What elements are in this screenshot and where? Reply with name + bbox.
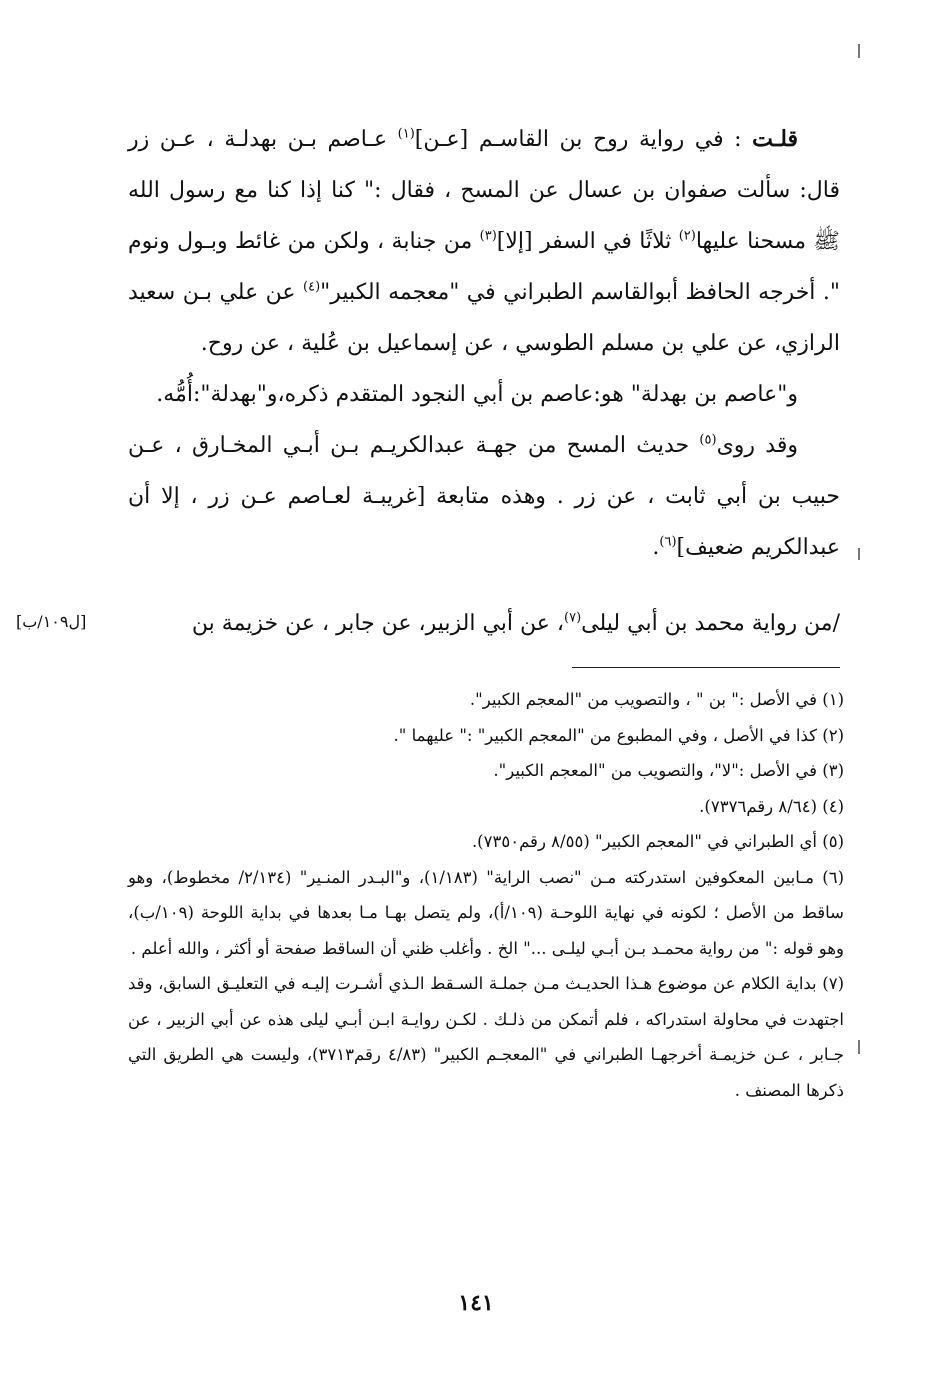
footnote-ref: (٤) (303, 279, 321, 295)
footnote-6: (٦) مـابين المعكوفين استدركته مـن "نصب الراية" (١/١٨٣)، و"البـدر المنـير" (٢/١٣٤/ مخطوط)، وهو ساقط من الأصل ؛ لكونه في نهاية اللوحـة (١٠٩/أ)، ولم يتصل بهـا مـا بعدها في بداية اللوحة (١٠٩/ب)، وهو قوله :" من رواية محمـد بـن أبـي ليلـى ..." الخ . وأغلب ظني أن الساقط صفحة أو أكثر ، والله أعلم . (128, 867, 845, 958)
lead-word: قلـت (752, 126, 799, 152)
footnote-ref: (٧) (564, 610, 582, 626)
footnote-ref: (٥) (699, 432, 717, 448)
paragraph-1: قلـت : في رواية روح بن القاسـم [عـن]$^{(١)}$ عـاصم بـن بهدلـة ، عـن زر قال: سألت صفوان بن عسال عن المسح ، فقال :" كنا إذا كنا مع رسول الله ﷺ مسحنا عليها$^{(٢)}$ ثلاثًا في السفر [إلا]$^{(٣)}$ من جنابة ، ولكن من غائط وبـول ونوم ". أخرجه الحافظ أبوالقاسم الطبراني في "معجمه الكبير"$^{(٤)}$ عن علي بـن سعيد الرازي، عن علي بن مسلم الطوسي ، عن إسماعيل بن عُلية ، عن روح. (128, 126, 840, 356)
main-text (128, 114, 840, 573)
footnote-3: (٣) في الأصل :"لا"، والتصويب من "المعجم الكبير". (493, 761, 844, 780)
footnote-1: (١) في الأصل :" بن " ، والتصويب من "المعجم الكبير". (469, 690, 844, 709)
page-number: ١٤١ (458, 1290, 494, 1316)
footnote-ref: (٦) (659, 534, 677, 550)
scan-mark (858, 1040, 860, 1054)
paragraph-2: و"عاصم بن بهدلة" هو:عاصم بن أبي النجود المتقدم ذكره،و"بهدلة":أُمُّه. (156, 382, 798, 407)
continuation-line: /من رواية محمد بن أبي ليلى$^{(٧)}$، عن أبي الزبير، عن جابر ، عن خزيمة بن (191, 610, 840, 636)
footnote-5: (٥) أي الطبراني في "المعجم الكبير" (٨/٥٥ رقم٧٣٥٠). (471, 832, 844, 851)
footnotes (128, 682, 844, 1108)
footnote-7: (٧) بداية الكلام عن موضوع هـذا الحديـث مـن جملـة السـقط الـذي أشـرت إليـه في التعليـق السابق، وقد اجتهدت في محاولة استدراكه ، فلم أتمكن من ذلـك . لكـن روايـة ابـن أبـي ليلى هذه عن أبي الزبير ، عن جـابر ، عـن خزيمـة أخرجهـا الطبراني في "المعجـم الكبير" (٤/٨٣ رقم٣٧١٣)، وليست هي الطريق التي ذكرها المصنف . (128, 974, 844, 1100)
footnote-4: (٤) (٨/٦٤ رقم٧٣٧٦). (699, 796, 844, 816)
footnote-ref: (١) (397, 126, 415, 142)
manuscript-folio-mark: [ل١٠٩/ب] (16, 612, 87, 631)
footnote-ref: (٢) (678, 228, 696, 244)
scan-mark (858, 548, 860, 560)
scan-mark (858, 44, 860, 58)
footnote-ref: (٣) (479, 228, 497, 244)
footnote-2: (٢) كذا في الأصل ، وفي المطبوع من "المعجم الكبير" :" عليهما ". (393, 725, 844, 745)
footnote-separator (572, 667, 840, 668)
paragraph-3: وقد روى$^{(٥)}$ حديث المسح من جهـة عبدالكريـم بـن أبـي المخـارق ، عـن حبيب بن أبي ثابت ، عن زر . وهذه متابعة [غريبـة لعـاصم عـن زر ، إلا أن عبدالكريم ضعيف]$^{(٦)}$. (128, 432, 840, 560)
